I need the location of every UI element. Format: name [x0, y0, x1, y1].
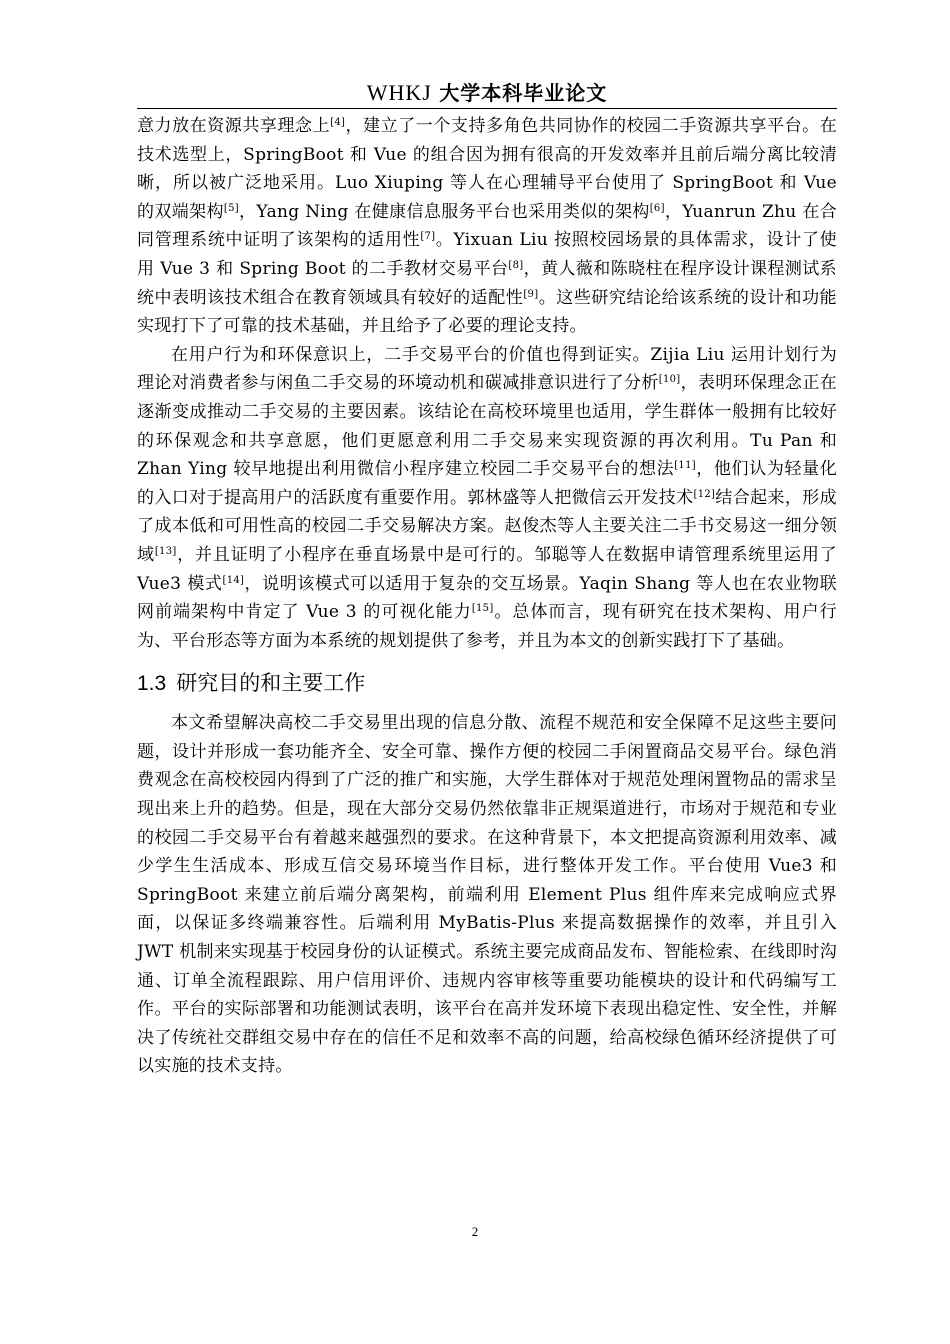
- page-number: 2: [471, 1224, 479, 1239]
- citation-ref: [6]: [649, 202, 665, 214]
- paragraph-text: ，Yuanrun Zhu 在合同管理系统中证明了该架构的适用性: [137, 201, 838, 251]
- paragraph-user-behavior: [137, 341, 837, 656]
- page-header: [137, 80, 837, 106]
- citation-ref: [13]: [154, 545, 177, 557]
- paragraph-text: ，他们认为轻量化的入口对于提高用户的活跃度有重要作用。郭林盛等人把微信云开发技术: [137, 459, 838, 508]
- section-number: 1.3: [137, 672, 167, 696]
- citation-ref: [10]: [658, 374, 681, 386]
- citation-ref: [5]: [223, 202, 239, 214]
- citation-ref: [8]: [508, 259, 524, 271]
- citation-ref: [9]: [523, 288, 539, 300]
- paragraph-research-goals: 本文希望解决高校二手交易里出现的信息分散、流程不规范和安全保障不足这些主要问题，设计并形成一套功能齐全、安全可靠、操作方便的校园二手闲置商品交易平台。绿色消费观念在高校校园内得到了广泛的推广和实施，大学生群体对于规范处理闲置物品的需求呈现出来上升的趋势。但是，现在大部分交易仍然依靠非正规渠道进行，市场对于规范和专业的校园二手交易平台有着越来越强烈的要求。在这种背景下，本文把提高资源利用效率、减少学生生活成本、形成互信交易环境当作目标，进行整体开发工作。平台使用 Vue3 和 SpringBoot 来建立前后端分离架构，前端利用 Element Plus 组件库来完成响应式界面，以保证多终端兼容性。后端利用 MyBatis-Plus 来提高数据操作的效率，并且引入 JWT 机制来实现基于校园身份的认证模式。系统主要完成商品发布、智能检索、在线即时沟通、订单全流程跟踪、用户信用评价、违规内容审核等重要功能模块的设计和代码编写工作。平台的实际部署和功能测试表明，该平台在高并发环境下表现出稳定性、安全性，并解决了传统社交群组交易中存在的信任不足和效率不高的问题，给高校绿色循环经济提供了可以实施的技术支持。: [137, 713, 837, 1077]
- paragraph-text: ，并且证明了小程序在垂直场景中是可行的。邹聪等人在数据申请管理系统里运用了 Vue3 模式: [137, 544, 837, 594]
- paragraph-text: 。Yixuan Liu 按照校园场景的具体需求，设计了使用 Vue 3 和 Spring Boot 的二手教材交易平台: [137, 230, 837, 279]
- paragraph-text: ，表明环保理念正在逐渐变成推动二手交易的主要因素。该结论在高校环境里也适用，学生群体一般拥有比较好的环保观念和共享意愿，他们更愿意利用二手交易来实现资源的再次利用。Tu Pan 和 Zhan Ying 较早地提出利用微信小程序建立校园二手交易平台的想法: [137, 373, 838, 480]
- section-heading: [137, 663, 837, 703]
- paragraph-text: ，说明该模式可以适用于复杂的交互场景。Yaqin Shang 等人也在农业物联网前端架构中肯定了 Vue 3 的可视化能力: [137, 573, 837, 623]
- paragraph-text: 意力放在资源共享理念上: [137, 116, 331, 136]
- paragraph-text: ，建立了一个支持多角色共同协作的校园二手资源共享平台。在技术选型上，SpringBoot 和 Vue 的组合因为拥有很高的开发效率并且前后端分离比较清晰，所以被广泛地采用。Luo Xiuping 等人在心理辅导平台使用了 SpringBoot 和 Vue 的双端架构: [137, 116, 837, 222]
- paragraph-continued: [137, 112, 837, 341]
- header-school-code: WHKJ: [366, 80, 432, 105]
- citation-ref: [4]: [330, 117, 346, 128]
- section-title: 研究目的和主要工作: [176, 671, 366, 696]
- citation-ref: [14]: [222, 574, 245, 586]
- paragraph-text: 。总体而言，现有研究在技术架构、用户行为、平台形态等方面为本系统的规划提供了参考，并且为本文的创新实践打下了基础。: [137, 602, 838, 651]
- body-content: [137, 112, 837, 1081]
- paragraph-text: 结合起来，形成了成本低和可用性高的校园二手交易解决方案。赵俊杰等人主要关注二手书交易这一细分领域: [137, 487, 837, 565]
- citation-ref: [12]: [693, 488, 716, 500]
- paragraph-text: 。这些研究结论给该系统的设计和功能实现打下了可靠的技术基础，并且给予了必要的理论支持。: [137, 287, 837, 337]
- header-thesis-title: 大学本科毕业论文: [439, 81, 608, 105]
- citation-ref: [11]: [674, 460, 696, 472]
- citation-ref: [15]: [471, 603, 494, 615]
- citation-ref: [7]: [420, 231, 436, 243]
- paragraph-text: ，Yang Ning 在健康信息服务平台也采用类似的架构: [238, 201, 650, 222]
- paragraph-text: ，黄人薇和陈晓柱在程序设计课程测试系统中表明该技术组合在教育领域具有较好的适配性: [137, 258, 837, 308]
- paragraph-text: 在用户行为和环保意识上，二手交易平台的价值也得到证实。Zijia Liu 运用计划行为理论对消费者参与闲鱼二手交易的环境动机和碳减排意识进行了分析: [137, 344, 837, 394]
- header-divider: [137, 108, 837, 109]
